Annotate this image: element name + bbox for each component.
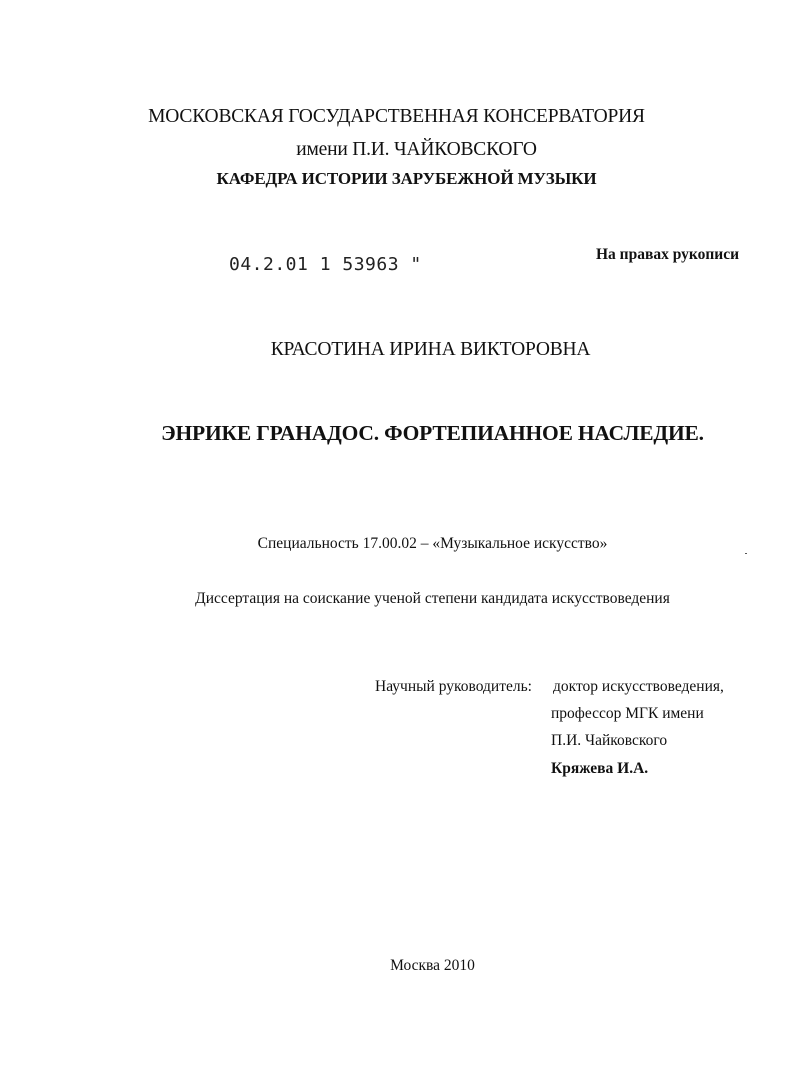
dissertation-degree-line: Диссертация на соискание ученой степени кандидата искусствоведения	[195, 590, 670, 607]
manuscript-rights-note: На правах рукописи	[596, 246, 740, 263]
city-year: Москва 2010	[390, 957, 475, 974]
supervisor-position: профессор МГК имени	[551, 705, 704, 722]
dissertation-title: ЭНРИКЕ ГРАНАДОС. ФОРТЕПИАННОЕ НАСЛЕДИЕ.	[161, 421, 704, 445]
supervisor-degree: доктор искусствоведения,	[553, 678, 724, 695]
scan-speck	[745, 553, 747, 554]
institution-named-after: имени П.И. ЧАЙКОВСКОГО	[296, 139, 537, 160]
specialty-line: Специальность 17.00.02 – «Музыкальное искусство»	[257, 535, 608, 552]
institution-name: МОСКОВСКАЯ ГОСУДАРСТВЕННАЯ КОНСЕРВАТОРИЯ	[148, 106, 645, 127]
supervisor-institution: П.И. Чайковского	[551, 732, 668, 749]
library-stamp-number: 04.2.01 1 53963 "	[229, 254, 422, 275]
department-name: КАФЕДРА ИСТОРИИ ЗАРУБЕЖНОЙ МУЗЫКИ	[216, 169, 597, 188]
author-name: КРАСОТИНА ИРИНА ВИКТОРОВНА	[270, 339, 591, 360]
supervisor-label: Научный руководитель:	[375, 678, 532, 695]
supervisor-name: Кряжева И.А.	[551, 760, 649, 777]
